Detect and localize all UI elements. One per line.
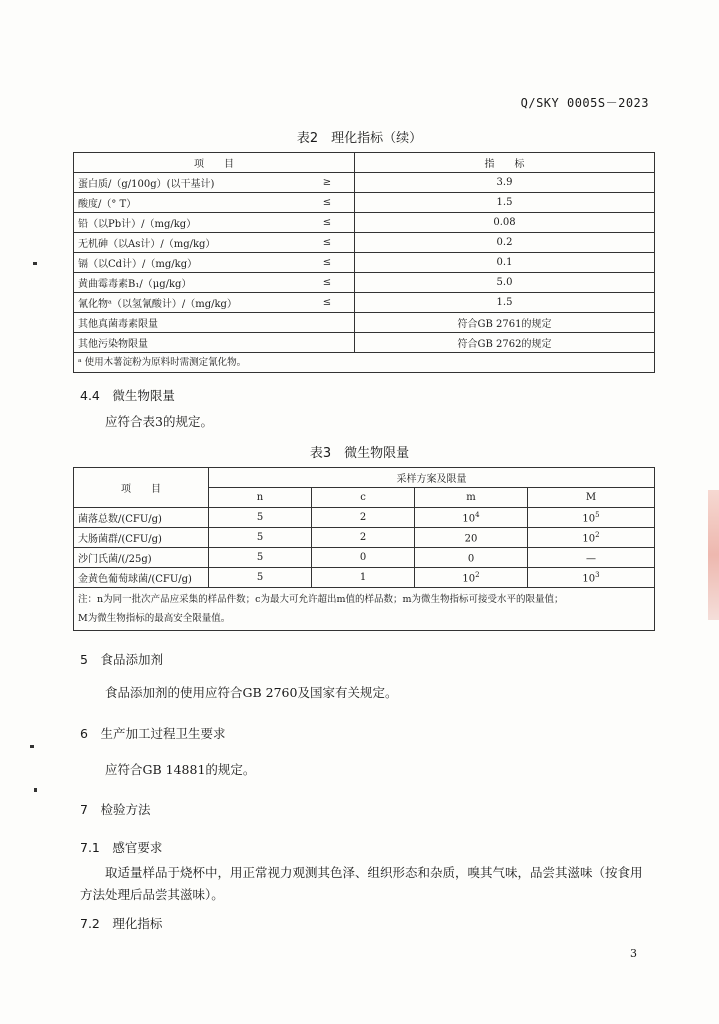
scan-speck (34, 788, 37, 792)
table3-item: 金黄色葡萄球菌/(CFU/g) (74, 568, 209, 588)
table3-note-line1: 注：n为同一批次产品应采集的样品件数；c为最大可允许超出m值的样品数；m为微生物指标可接受水平的限量值； (78, 594, 564, 605)
table2-title: 表2 理化指标（续） (296, 131, 423, 146)
table3-note-line2: M为微生物指标的最高安全限量值。 (78, 613, 231, 624)
table3-header-n: n (209, 488, 312, 508)
table2-item: 蛋白质/（g/100g）(以干基计) (74, 173, 301, 193)
table-row (74, 193, 655, 213)
table2-op (300, 313, 355, 333)
table3-header-c: c (312, 488, 415, 508)
table3-M: $10^2$ (528, 528, 655, 548)
table2-op: ≤ (300, 293, 355, 313)
table2-value: 5.0 (355, 273, 655, 293)
table2-value: 0.08 (355, 213, 655, 233)
table2-item: 酸度/（° T） (74, 193, 301, 213)
table2-op: ≤ (300, 273, 355, 293)
table3-title: 表3 微生物限量 (309, 446, 410, 461)
table-row (74, 508, 655, 528)
table3-item: 大肠菌群/(CFU/g) (74, 528, 209, 548)
table2-header-item: 项 目 (74, 153, 355, 173)
table3-M: — (528, 548, 655, 568)
table3-m: 0 (415, 548, 528, 568)
table2-item: 无机砷（以As计）/（mg/kg） (74, 233, 301, 253)
table-row (74, 213, 655, 233)
table3-header-m: m (415, 488, 528, 508)
table2-item: 铅（以Pb计）/（mg/kg） (74, 213, 301, 233)
table3-c: 2 (312, 528, 415, 548)
table3-header-row (74, 468, 655, 488)
table2-op: ≤ (300, 213, 355, 233)
table3-M: $10^5$ (528, 508, 655, 528)
table2-item: 其他真菌毒素限量 (74, 313, 301, 333)
table2-footnote-row (74, 353, 655, 373)
table3-n: 5 (209, 528, 312, 548)
section-6-heading: 6 生产加工过程卫生要求 (80, 726, 226, 741)
section-5-text: 食品添加剂的使用应符合GB 2760及国家有关规定。 (105, 685, 398, 700)
table2-value: 1.5 (355, 293, 655, 313)
table3-item: 沙门氏菌/(/25g) (74, 548, 209, 568)
table3-n: 5 (209, 568, 312, 588)
table3-c: 0 (312, 548, 415, 568)
table2-item: 镉（以Cd计）/（mg/kg） (74, 253, 301, 273)
table3-c: 1 (312, 568, 415, 588)
table-row (74, 233, 655, 253)
table-row (74, 528, 655, 548)
table3-m: 20 (415, 528, 528, 548)
page-number: 3 (630, 947, 637, 960)
table-row (74, 173, 655, 193)
table3-header-M: M (528, 488, 655, 508)
table2-value: 0.2 (355, 233, 655, 253)
table-row (74, 548, 655, 568)
section-7-2-heading: 7.2 理化指标 (80, 916, 163, 931)
table2-op: ≥ (300, 173, 355, 193)
table-row (74, 253, 655, 273)
table2-header-index: 指 标 (355, 153, 655, 173)
scan-speck (30, 745, 34, 748)
table3-c: 2 (312, 508, 415, 528)
table2-op: ≤ (300, 193, 355, 213)
table2-header-row (74, 153, 655, 173)
section-7-1-heading: 7.1 感官要求 (80, 840, 163, 855)
table2-value: 1.5 (355, 193, 655, 213)
table2-item: 氰化物ᵃ（以氢氰酸计）/（mg/kg） (74, 293, 301, 313)
table3-note-row (74, 588, 655, 631)
table-row (74, 293, 655, 313)
table3-m: $10^4$ (415, 508, 528, 528)
table2-op (300, 333, 355, 353)
table2-item: 黄曲霉毒素B₁/（μg/kg） (74, 273, 301, 293)
table2-value: 3.9 (355, 173, 655, 193)
table2-op: ≤ (300, 253, 355, 273)
table3-n: 5 (209, 548, 312, 568)
section-6-text: 应符合GB 14881的规定。 (105, 762, 256, 777)
table3-m: $10^2$ (415, 568, 528, 588)
table3 (73, 467, 655, 631)
table-row (74, 333, 655, 353)
table3-item: 菌落总数/(CFU/g) (74, 508, 209, 528)
table2-value: 符合GB 2762的规定 (355, 333, 655, 353)
seal-edge-mark (708, 490, 719, 620)
table-row (74, 273, 655, 293)
section-4-4-text: 应符合表3的规定。 (105, 414, 213, 429)
section-7-1-text-line1: 取适量样品于烧杯中，用正常视力观测其色泽、组织形态和杂质，嗅其气味，品尝其滋味（按食用 (105, 865, 643, 880)
table2-footnote: ᵃ 使用木薯淀粉为原料时需测定氰化物。 (74, 353, 655, 373)
table2-item: 其他污染物限量 (74, 333, 301, 353)
table2-op: ≤ (300, 233, 355, 253)
table3-note (74, 588, 655, 631)
table3-n: 5 (209, 508, 312, 528)
section-7-1-text-line2: 方法处理后品尝其滋味）。 (80, 887, 224, 902)
table3-header-item: 项 目 (74, 468, 209, 508)
table-row (74, 568, 655, 588)
section-7-heading: 7 检验方法 (80, 802, 151, 817)
section-4-4-heading: 4.4 微生物限量 (80, 388, 175, 403)
table2-value: 符合GB 2761的规定 (355, 313, 655, 333)
section-5-heading: 5 食品添加剂 (80, 652, 163, 667)
scan-speck (33, 262, 37, 265)
table2-value: 0.1 (355, 253, 655, 273)
document-code: Q/SKY 0005S－2023 (520, 96, 649, 110)
table-row (74, 313, 655, 333)
table2 (73, 152, 655, 373)
table3-header-group: 采样方案及限量 (209, 468, 655, 488)
table3-M: $10^3$ (528, 568, 655, 588)
